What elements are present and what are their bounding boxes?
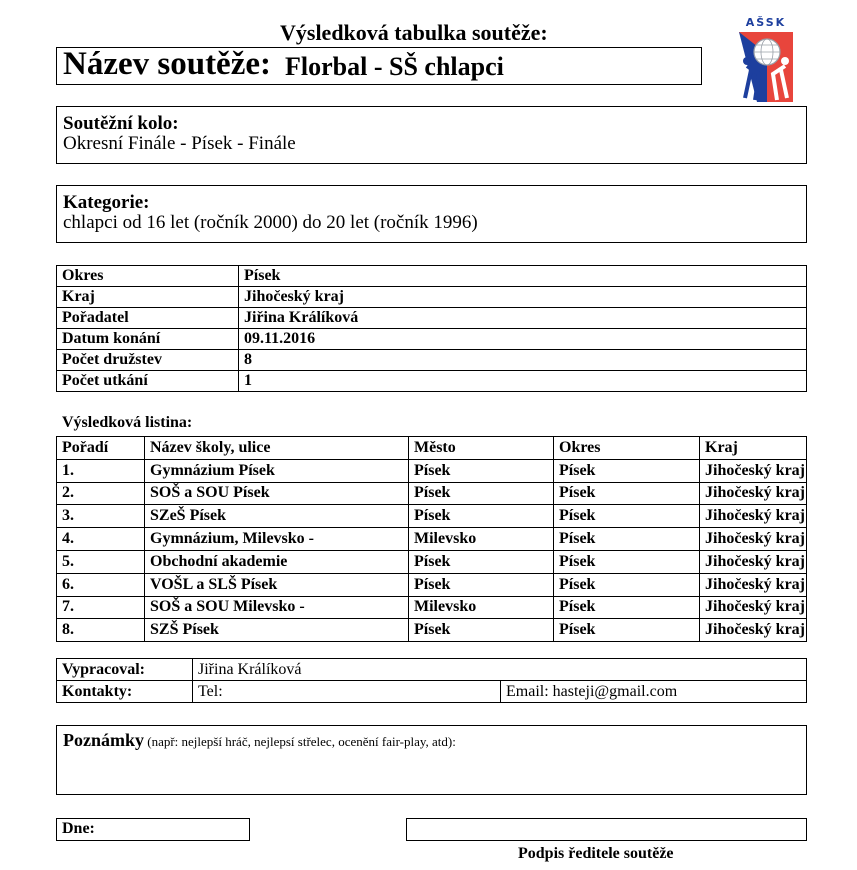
contacts-row — [57, 681, 807, 703]
cell-rank: 2. — [57, 482, 145, 505]
info-row — [57, 371, 807, 392]
results-row — [57, 459, 807, 482]
header-rank: Pořadí — [57, 437, 145, 460]
cell-school: SOŠ a SOU Písek — [145, 482, 409, 505]
results-header-row — [57, 437, 807, 460]
results-row — [57, 550, 807, 573]
cell-city: Milevsko — [409, 596, 554, 619]
header-school: Název školy, ulice — [145, 437, 409, 460]
cell-school: SZŠ Písek — [145, 619, 409, 642]
contacts-label: Kontakty: — [57, 681, 193, 703]
signature-field[interactable] — [406, 818, 807, 841]
header-city: Město — [409, 437, 554, 460]
notes-hint: (např: nejlepší hráč, nejlepsí střelec, ocenění fair-play, atd): — [144, 734, 456, 749]
prepared-by-value: Jiřina Králíková — [193, 659, 807, 681]
cell-region: Jihočeský kraj — [700, 482, 807, 505]
contact-email: Email: hasteji@gmail.com — [501, 681, 807, 703]
cell-rank: 7. — [57, 596, 145, 619]
signature-caption: Podpis ředitele soutěže — [518, 845, 674, 862]
competition-info-table — [56, 265, 807, 392]
competition-name-label: Název soutěže: — [63, 46, 271, 82]
cell-region: Jihočeský kraj — [700, 573, 807, 596]
cell-school: Gymnázium, Milevsko - — [145, 528, 409, 551]
cell-region: Jihočeský kraj — [700, 550, 807, 573]
author-table — [56, 658, 807, 703]
results-caption: Výsledková listina: — [62, 414, 193, 431]
logo-text: AŠSK — [745, 16, 787, 29]
notes-label: Poznámky — [63, 730, 144, 750]
info-label: Datum konání — [57, 329, 239, 350]
cell-region: Jihočeský kraj — [700, 505, 807, 528]
date-field[interactable] — [56, 818, 250, 841]
cell-school: VOŠL a SLŠ Písek — [145, 573, 409, 596]
results-row — [57, 482, 807, 505]
contact-tel: Tel: — [193, 681, 501, 703]
competition-name-box — [56, 47, 702, 85]
cell-city: Písek — [409, 573, 554, 596]
info-value: 8 — [239, 350, 807, 371]
cell-city: Milevsko — [409, 528, 554, 551]
results-body — [57, 459, 807, 641]
cell-region: Jihočeský kraj — [700, 459, 807, 482]
info-row — [57, 287, 807, 308]
info-value: Jiřina Králíková — [239, 308, 807, 329]
cell-district: Písek — [554, 596, 700, 619]
category-value: chlapci od 16 let (ročník 2000) do 20 let (ročník 1996) — [63, 212, 478, 233]
notes-heading — [63, 730, 456, 751]
cell-city: Písek — [409, 619, 554, 642]
cell-rank: 4. — [57, 528, 145, 551]
results-row — [57, 596, 807, 619]
cell-district: Písek — [554, 505, 700, 528]
info-label: Kraj — [57, 287, 239, 308]
cell-district: Písek — [554, 482, 700, 505]
cell-district: Písek — [554, 459, 700, 482]
info-label: Počet utkání — [57, 371, 239, 392]
results-row — [57, 528, 807, 551]
round-value: Okresní Finále - Písek - Finále — [63, 133, 296, 154]
cell-rank: 8. — [57, 619, 145, 642]
cell-city: Písek — [409, 550, 554, 573]
info-row — [57, 308, 807, 329]
cell-region: Jihočeský kraj — [700, 596, 807, 619]
cell-city: Písek — [409, 459, 554, 482]
cell-district: Písek — [554, 528, 700, 551]
cell-district: Písek — [554, 573, 700, 596]
info-value: 09.11.2016 — [239, 329, 807, 350]
cell-city: Písek — [409, 505, 554, 528]
results-table — [56, 436, 807, 642]
cell-school: Gymnázium Písek — [145, 459, 409, 482]
info-label: Pořadatel — [57, 308, 239, 329]
cell-school: Obchodní akademie — [145, 550, 409, 573]
cell-district: Písek — [554, 550, 700, 573]
date-label: Dne: — [62, 820, 95, 837]
info-row — [57, 329, 807, 350]
cell-region: Jihočeský kraj — [700, 528, 807, 551]
info-label: Okres — [57, 266, 239, 287]
cell-school: SZeŠ Písek — [145, 505, 409, 528]
prepared-by-label: Vypracoval: — [57, 659, 193, 681]
info-value: Jihočeský kraj — [239, 287, 807, 308]
results-row — [57, 573, 807, 596]
cell-rank: 6. — [57, 573, 145, 596]
cell-region: Jihočeský kraj — [700, 619, 807, 642]
category-box — [56, 185, 807, 243]
cell-city: Písek — [409, 482, 554, 505]
cell-rank: 5. — [57, 550, 145, 573]
results-row — [57, 619, 807, 642]
info-value: 1 — [239, 371, 807, 392]
cell-school: SOŠ a SOU Milevsko - — [145, 596, 409, 619]
assk-logo-icon — [737, 14, 795, 104]
info-label: Počet družstev — [57, 350, 239, 371]
cell-rank: 1. — [57, 459, 145, 482]
info-row — [57, 266, 807, 287]
cell-rank: 3. — [57, 505, 145, 528]
competition-round-box — [56, 106, 807, 164]
round-label: Soutěžní kolo: — [63, 113, 179, 134]
info-row — [57, 350, 807, 371]
category-label: Kategorie: — [63, 192, 150, 213]
header-region: Kraj — [700, 437, 807, 460]
author-row — [57, 659, 807, 681]
header-district: Okres — [554, 437, 700, 460]
document-title: Výsledková tabulka soutěže: — [280, 20, 548, 45]
info-value: Písek — [239, 266, 807, 287]
assk-logo-graphic — [737, 14, 795, 104]
competition-name-value: Florbal - SŠ chlapci — [285, 52, 504, 81]
notes-box[interactable] — [56, 725, 807, 795]
cell-district: Písek — [554, 619, 700, 642]
results-row — [57, 505, 807, 528]
